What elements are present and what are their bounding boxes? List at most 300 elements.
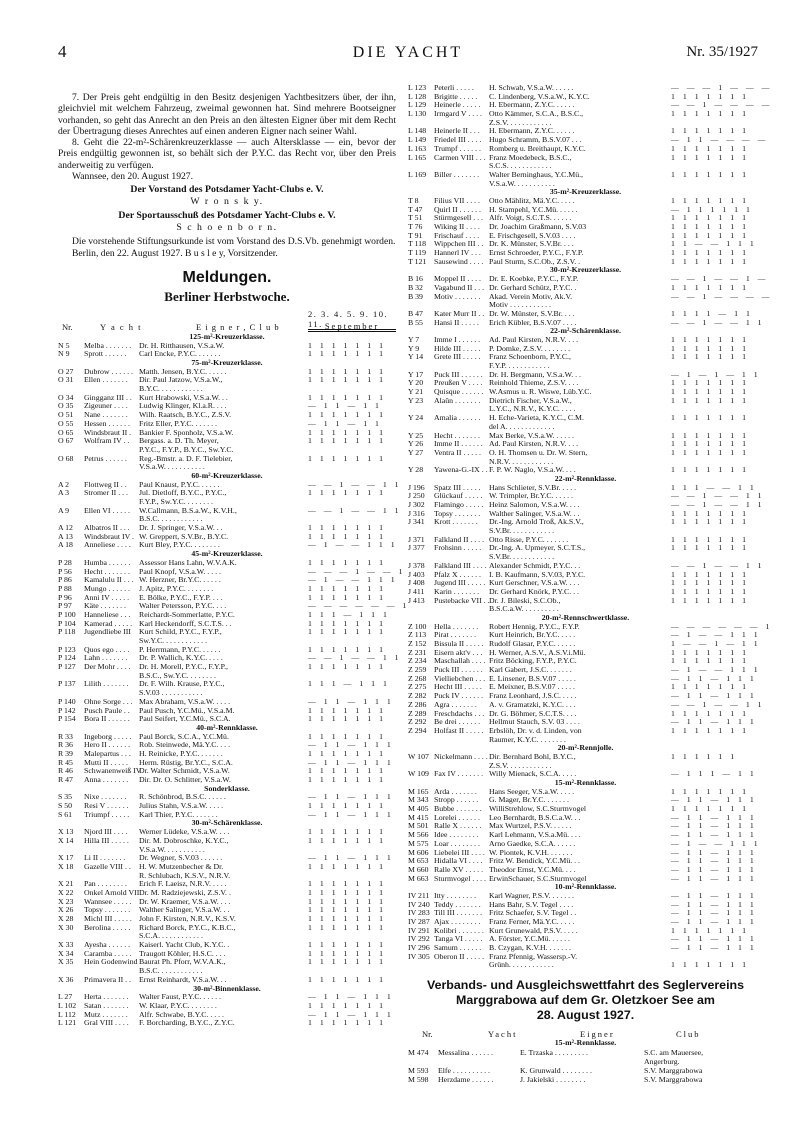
table-row — [408, 961, 763, 970]
table-row — [408, 770, 763, 779]
race-days: 1 1 1 1 1 1 1 — [671, 222, 749, 231]
race-days: — 1 1 — 1 1 1 — [308, 853, 394, 863]
race-days: — 1 1 — 1 1 1 — [308, 809, 394, 819]
yacht-name: Quirl II . . . . . . — [434, 204, 481, 214]
yacht-name: Heinerle II . . . — [434, 126, 480, 136]
sail-number: L 163 — [408, 143, 427, 153]
owner-club: Otto Kämmer, S.C.A., B.S.C., — [489, 109, 584, 119]
owner-club: Dr. P. Wallich, K.Y.C. . . . . — [139, 653, 223, 663]
yacht-name: Sausewind . . . . — [434, 256, 484, 266]
verband-title — [408, 978, 763, 1023]
race-days: 1 1 1 1 1 1 1 — [308, 375, 386, 385]
owner-club: Fritz Eller, P.Y.C. . . . . . . — [139, 418, 217, 428]
yacht-name: Agra . . . . . . . — [434, 699, 477, 709]
owner-club: Dr. F. Wilh. Krause, P.Y.C., — [139, 679, 225, 689]
sail-number: J 302 — [408, 500, 425, 509]
owner-club: Paul Borck, S.C.A., Y.C.Mü. — [139, 731, 229, 741]
paragraph-7: 7. Der Preis geht endgültig in den Besitz desjenigen Yachtbesitzers über, der ihn, gleichviel mit welchem Fahrzeug, zweimal gewonnen hat. Sind mehrere Bootseigner vorhanden, so geht das Anrecht an den Preis an den ältesten Eigner über mit dem Recht der Übertragung dieses Anrechtes auf einen anderen Eigner nach seiner Wahl. — [58, 92, 396, 137]
owner-club: F.Y.P. . . . . . . . . . . . — [489, 361, 550, 370]
race-days: 1 1 1 1 1 1 1 — [308, 714, 386, 724]
table-row — [408, 449, 763, 458]
sail-number: Y 14 — [408, 352, 424, 362]
yacht-name: Hella . . . . . . . — [434, 621, 479, 631]
owner-club: Max Berke, V.S.a.W. . . . . . — [489, 430, 574, 440]
owner-club: Hans Schlieter, S.V.Br. . . . . — [489, 482, 577, 492]
club-name: Angerburg. — [644, 1056, 680, 1066]
header-yacht: Y a c h t — [100, 321, 142, 332]
yacht-name: Hecht . . . . . . . — [434, 430, 480, 440]
race-days: 1 1 1 1 1 1 1 — [308, 1018, 386, 1028]
race-days: 1 1 — — 1 1 1 — [671, 239, 757, 249]
sail-number: X 34 — [58, 948, 74, 958]
sail-number: X 18 — [58, 861, 74, 871]
sail-number: Z 286 — [408, 699, 427, 709]
owner-club: Werner Lüdeke, V.S.a.W. . . . — [139, 827, 230, 837]
sail-number: M 660 — [408, 864, 429, 874]
race-days: — 1 1 — 1 1 1 — [671, 917, 757, 926]
owner-club: Walter Faust, P.Y.C. . . . . . — [139, 992, 221, 1002]
sail-number: R 39 — [58, 748, 73, 758]
owner-club: S.V.03 . . . . . . . . . . . — [139, 688, 203, 698]
race-days: — — 1 — — — — — [671, 100, 773, 110]
sail-number: J 341 — [408, 517, 425, 527]
yacht-name: Falkland III . . . . — [434, 560, 487, 570]
yacht-name: Mutti II . . . . . — [84, 757, 128, 767]
race-days: 1 1 1 1 1 1 1 — [308, 453, 386, 463]
owner-club: S.V.Br. . . . . . . . . . . . — [489, 526, 555, 536]
table-row — [408, 291, 773, 302]
sail-number: A 9 — [58, 505, 70, 515]
yacht-name: Amalia . . . . . . — [434, 413, 481, 423]
owner-club: Franz Ferner, Mä.Y.C. . . . . — [489, 917, 575, 926]
sail-number: Z 259 — [408, 665, 427, 675]
owner-club: Assessor Hans Lahn, W.V.A.K. — [139, 557, 237, 567]
race-days: 1 1 1 1 1 1 1 — [671, 91, 749, 101]
race-days: — — 1 — — 1 1 — [671, 500, 765, 509]
sail-number: M 566 — [408, 830, 429, 840]
sail-number: T 91 — [408, 230, 423, 240]
race-days: 1 1 1 1 1 1 1 — [308, 523, 386, 533]
sail-number: R 47 — [58, 775, 73, 785]
yacht-name: Krott . . . . . . . — [434, 517, 478, 527]
race-days: 1 1 1 1 1 1 — [671, 751, 738, 761]
sail-number: P 28 — [58, 557, 72, 567]
sail-number: IV 287 — [408, 917, 430, 926]
class-heading: 15-m²-Rennklasse. — [554, 1038, 617, 1048]
owner-club: Max Abraham, V.S.a.W. . . . . — [139, 696, 231, 706]
sail-number: P 118 — [58, 627, 76, 637]
race-days: 1 1 1 1 1 1 1 — [308, 957, 386, 967]
yacht-name: Vielliebchen . . . — [434, 673, 486, 683]
sail-number: R 45 — [58, 757, 73, 767]
yacht-name: Loar . . . . . . . . — [434, 838, 480, 848]
sail-number: IV 240 — [408, 899, 430, 909]
owner-club: Alfr. Voigt, S.C.T.S. . . . . . — [489, 213, 572, 223]
race-days: 1 1 1 1 1 1 1 — [308, 801, 386, 811]
owner-club: Z.S.V. . . . . . . . . . . . — [489, 760, 552, 770]
sail-number: Z 268 — [408, 673, 427, 683]
yacht-name: Petrus . . . . . . — [84, 453, 127, 463]
owner-club: Rob. Steinwede, Mä.Y.C. . . . — [139, 740, 231, 750]
table-row — [408, 605, 763, 614]
owner-club: Kurt Heinrich, Br.Y.C. . . . . — [489, 630, 576, 640]
sail-number: N 5 — [58, 340, 70, 350]
sail-number: J 413 — [408, 595, 425, 605]
owner-club: W. Trimpler, Br.Y.C. . . . . . — [489, 491, 573, 501]
table-row — [408, 753, 763, 762]
sail-number: M 575 — [408, 838, 429, 848]
header-yacht: Yacht — [488, 1029, 518, 1040]
yacht-name: Hilla III . . . . . — [84, 835, 129, 845]
race-days: — — 1 — — 1 — — [671, 274, 769, 284]
table-row — [408, 171, 763, 180]
owner-club: Paul Pusch, Y.C.Mü., V.S.a.M. — [139, 705, 235, 715]
race-days: 1 1 1 1 1 1 1 — [308, 896, 386, 906]
race-days: 1 1 1 1 1 1 1 — [671, 334, 749, 344]
yacht-name: Ellen . . . . . . . — [84, 375, 128, 385]
yacht-name: Eisern akt'v . . . — [434, 647, 483, 657]
race-days: 1 1 1 1 1 1 1 — [671, 387, 749, 397]
race-days: — 1 1 — 1 1 1 — [671, 717, 757, 727]
owner-club: P.Y.C., F.Y.P., B.Y.C., Sw.Y.C. — [139, 444, 234, 454]
yacht-name: Pirat . . . . . . . — [434, 630, 477, 640]
verband-title-line: Marggrabowa auf dem Gr. Oletzkoer See am — [456, 993, 715, 1008]
entries-table-left — [58, 331, 410, 1028]
journal-title: DIE YACHT — [352, 44, 464, 61]
table-row — [408, 1066, 763, 1075]
owner-club: Leo Bernhardt, B.S.C.a.W. . . — [489, 812, 581, 822]
owner-club: E. Linsener, B.S.V.07 . . . . . — [489, 673, 576, 683]
sail-number: Y 28 — [408, 465, 424, 475]
class-heading: 35-m²-Kreuzerklasse. — [549, 187, 622, 197]
sail-number: T 76 — [408, 222, 423, 231]
yacht-name: Schwanenweiß IV — [84, 766, 142, 776]
sail-number: O 31 — [58, 375, 74, 385]
owner-club: Franz Schoenborn, P.Y.C., — [489, 352, 571, 362]
sail-number: J 378 — [408, 560, 425, 570]
verband-title-line: 28. August 1927. — [536, 1008, 635, 1023]
owner-club: Walther Salinger, V.S.a.W. . . — [489, 508, 580, 518]
yacht-name: Kamalulu II . . . — [84, 575, 134, 585]
owner-club: Karl Thier, P.Y.C. . . . . . . — [139, 809, 218, 819]
yacht-name: Topsy . . . . . . . — [434, 508, 481, 518]
owner-club: Walter Berninghaus, Y.C.Mü., — [489, 169, 584, 179]
race-days: — — 1 — — 1 1 — [671, 560, 765, 570]
race-days: 1 1 1 1 1 1 1 — [671, 595, 749, 605]
yacht-name: Bissula II . . . . . — [434, 639, 484, 648]
sail-number: P 104 — [58, 618, 76, 628]
table-row — [408, 1048, 763, 1057]
owner-club: H. Eche-Varieta, K.Y.C., C.M. — [489, 413, 584, 423]
table-row — [58, 776, 396, 785]
yacht-name: Tanga VI . . . . . — [434, 934, 483, 944]
yacht-name: Hecht . . . . . . . — [84, 566, 130, 576]
race-days: 1 1 1 1 1 1 1 — [671, 960, 749, 970]
sail-number: Y 23 — [408, 395, 424, 405]
table-row — [58, 663, 396, 672]
class-heading: 20-m²-Rennjolle. — [557, 743, 614, 753]
table-row — [408, 544, 763, 553]
owner-club: E. Bölke, P.Y.C., F.Y.P. . . . — [139, 592, 223, 602]
race-days: 1 1 1 1 1 1 1 — [671, 534, 749, 544]
class-heading: 20-m²-Rennschwertklasse. — [541, 612, 630, 622]
yacht-name: Vagabund II . . . — [434, 282, 485, 292]
table-row — [58, 489, 396, 498]
owner-club: Dr. E. Koebke, P.Y.C., F.Y.P. — [489, 274, 579, 284]
race-days: 1 1 1 1 1 1 1 — [308, 940, 386, 950]
org-vorstand: Der Vorstand des Potsdamer Yacht-Clubs e. V. — [130, 184, 324, 196]
owner-club: Dr. Joachim Graßmann, S.V.03 — [489, 222, 587, 231]
yacht-name: Friedel III . . . . — [434, 135, 482, 145]
owner-club: V.S.a.W. . . . . . . . . . . — [489, 178, 555, 188]
sail-number: M 165 — [408, 786, 429, 796]
race-days: — 1 — 1 — 1 1 — [671, 369, 761, 379]
owner-club: Reinhold Thieme, Z.S.V. . . . — [489, 378, 579, 388]
yacht-name: Sturmvogel . . . . — [434, 873, 486, 883]
owner-club: Bankier F. Sponholz, V.S.a.W. — [139, 427, 234, 437]
sail-number: S 50 — [58, 801, 73, 811]
race-days: 1 1 1 1 1 1 1 — [671, 413, 749, 423]
owner-club: Ad. Paul Kirsten, N.R.V. . . . — [489, 334, 579, 344]
race-days: — 1 1 1 1 1 1 — [671, 204, 753, 214]
race-days: — 1 1 — 1 1 1 — [671, 890, 757, 900]
race-days: 1 1 1 1 1 1 1 — [308, 349, 386, 359]
race-days: 1 1 1 1 1 1 1 — [671, 439, 749, 449]
race-days: 1 1 1 1 1 1 1 — [671, 682, 749, 692]
owner-club: Kurt Hrabowski, V.S.a.W. . . — [139, 392, 228, 402]
owner-club: Fritz W. Bendick, Y.C.Mü. . . — [489, 856, 580, 866]
sail-number: R 33 — [58, 731, 73, 741]
race-days: 1 1 1 1 1 1 1 — [308, 705, 386, 715]
owner-club: Alexander Schmidt, P.Y.C. . . — [489, 560, 581, 570]
yacht-name: Satan . . . . . . . — [84, 1000, 129, 1010]
race-days: 1 1 1 1 1 1 1 — [671, 256, 749, 266]
owner-club: H. Schwab, V.S.a.W. . . . . . — [489, 83, 574, 92]
paragraph-approval: Die vorstehende Stiftungsurkunde ist vom Vorstand des D.S.Vb. genehmigt worden. — [72, 236, 396, 248]
yacht-name: Flamingo . . . . . — [434, 500, 484, 509]
class-heading: 30-m²-Schärenklasse. — [191, 818, 263, 828]
sail-number: O 35 — [58, 401, 74, 411]
race-days: 1 1 1 1 1 1 1 — [671, 804, 749, 814]
race-days: — 1 1 — 1 1 1 — [671, 908, 757, 918]
yacht-name: Puck IV . . . . . . — [434, 691, 484, 701]
owner-club: Wilh. Raatsch, B.Y.C., Z.S.V. — [139, 410, 232, 420]
sail-number: B 47 — [408, 308, 423, 318]
yacht-name: Irmgard V . . . . — [434, 109, 483, 119]
race-days: — — 1 — — 1 1 — [308, 479, 402, 489]
owner-club: W.Asmus u. R. Wiswe, Lüb.Y.C. — [489, 387, 592, 397]
yacht-name: Jugendliebe III — [84, 627, 131, 637]
owner-club: W.Callmann, B.S.a.W., K.V.H., — [139, 505, 237, 515]
race-days: 1 1 1 1 1 1 1 — [671, 786, 749, 796]
race-days: 1 1 1 — 1 1 1 — [308, 679, 390, 689]
owner-club: H. Stampehl, Y.C.Mü. . . . . . — [489, 204, 578, 214]
owner-club: Fritz Böcking, F.Y.P., P.Y.C. — [489, 656, 577, 666]
owner-club: A. Förster, Y.C.Mü. . . . . . — [489, 934, 570, 944]
owner-club: Dr. H. Bergmann, V.S.a.W. . . — [489, 369, 581, 379]
sail-number: X 28 — [58, 914, 74, 924]
table-row — [408, 518, 763, 527]
race-days: 1 1 1 1 1 1 1 — [308, 488, 386, 498]
yacht-name: Anneliese . . . . — [84, 540, 131, 550]
sail-number: X 26 — [58, 905, 74, 915]
sail-number: Z 100 — [408, 621, 427, 631]
sail-number: X 21 — [58, 879, 74, 889]
owner-club: J. Apitz, P.Y.C. . . . . . . . — [139, 583, 214, 593]
owner-club: Karl Lehmann, V.S.a.Mü. . . . — [489, 830, 581, 840]
owner-club: Hans Bahr, S.V. Tegel . . . . — [489, 899, 574, 909]
yacht-name: Hilde III . . . . . — [434, 343, 481, 353]
yacht-name: Stromer II . . . — [84, 488, 128, 498]
table-row — [408, 414, 763, 423]
owner-club: Raumer, K.Y.C. . . . . . . . — [489, 734, 566, 744]
owner-club: Kurt Gerschner, V.S.a.W. . . . — [489, 578, 580, 588]
owner-club: Dr. Wegner, S.V.03 . . . . . . — [139, 853, 223, 863]
owner-club: Alfr. Schwabe, B.Y.C. . . . . — [139, 1009, 224, 1019]
race-days: — — 1 — — — — — [671, 291, 773, 301]
race-days: 1 1 1 1 1 1 1 — [308, 392, 386, 402]
race-days: — 1 1 — 1 1 1 — [671, 934, 757, 944]
yacht-name: Idee . . . . . . . . — [434, 830, 479, 840]
owner-club: Traugott Köhler, H.S.C. . . . — [139, 948, 226, 958]
page-number: 4 — [58, 42, 67, 61]
verband-title-line: Verbands- und Ausgleichswettfahrt des Seglervereins — [427, 978, 744, 993]
yacht-name: Ohne Sorge . . . — [84, 696, 133, 706]
race-days: 1 1 1 1 1 1 1 — [308, 644, 386, 654]
owner-club: ErwinSchauer, S.C.Sturmvogel — [489, 873, 587, 883]
race-days: 1 1 1 1 1 1 1 — [671, 656, 749, 666]
owner-club: Carl Encke, P.Y.C. . . . . . . — [139, 349, 221, 359]
sail-number: P 124 — [58, 653, 76, 663]
owner-club: Sw.Y.C. . . . . . . . . . . . — [139, 636, 208, 646]
owner-club: H. Ebermann, Z.Y.C. . . . . . — [489, 126, 575, 136]
sail-number: T 121 — [408, 256, 427, 266]
owner-club: Rudolf Glasar, P.Y.C. . . . . . — [489, 639, 576, 648]
sail-number: J 371 — [408, 534, 425, 544]
sail-number: Y 7 — [408, 334, 420, 344]
sail-number: IV 283 — [408, 908, 430, 918]
owner-club: N.R.V. . . . . . . . . . . . — [489, 456, 554, 466]
owner-club: Dr.-Ing. A. Upmeyer, S.C.T.S., — [489, 543, 586, 553]
owner-club: Romberg u. Breithaupt, K.Y.C. — [489, 143, 586, 153]
yacht-name: Onkel Arnold VII — [84, 887, 140, 897]
owner-club: Dr. M. Radziejewski, Z.S.V. . — [139, 887, 231, 897]
race-days: — — 1 — — 1 1 — [308, 505, 402, 515]
race-days: — 1 1 1 — 1 1 — [671, 769, 757, 779]
date-berlin: Berlin, den 22. August 1927. B u s l e y, Vorsitzender. — [72, 247, 278, 259]
owner-club: B.S.C. . . . . . . . . . . . — [139, 966, 203, 976]
yacht-name: Käte . . . . . . . — [84, 601, 127, 611]
yacht-name: Itty . . . . . . . . — [434, 890, 477, 900]
paragraph-8: 8. Geht die 22-m²-Schärenkreuzerklasse — auch Altersklasse — ein, bevor der Preis endgültig gewonnen ist, so behält sich der P.Y.C. das Recht vor, über den Preis anderweitig zu verfügen. — [58, 137, 396, 171]
yacht-name: Gazelle VIII . . — [84, 861, 131, 871]
race-days: 1 1 1 1 1 1 1 — [308, 748, 386, 758]
header-days: 2. 3. 4. 5. 9. 10. 11. — [308, 309, 396, 330]
yacht-name: Peterli . . . . . — [434, 83, 474, 92]
owner-club: Richard Borck, P.Y.C., K.B.C., — [139, 922, 236, 932]
race-days: 1 1 1 1 1 1 1 — [308, 340, 386, 350]
race-days: 1 1 1 1 1 1 1 — [671, 126, 749, 136]
owner-club: Grünh. . . . . . . . . . . . — [489, 960, 554, 970]
yacht-name: Heinerle . . . . . — [434, 100, 481, 110]
table-row — [58, 505, 402, 516]
race-days: 1 1 1 1 1 1 1 — [308, 583, 386, 593]
yacht-name: Ralle XV . . . . . — [434, 864, 484, 874]
yacht-name: Carmen VIII . . . — [434, 152, 486, 162]
table-row — [58, 837, 396, 846]
sail-number: M 653 — [408, 856, 429, 866]
sail-number: Z 113 — [408, 630, 427, 640]
sail-number: M 343 — [408, 795, 429, 805]
signature-wronsky: W r o n s k y. — [190, 196, 264, 208]
class-heading: 125-m²-Kreuzerklasse. — [189, 331, 265, 341]
yacht-name: Hanneliese . . . — [84, 609, 131, 619]
yacht-name: Anni IV . . . . . — [84, 592, 130, 602]
yacht-name: Oberon II . . . . . — [434, 951, 485, 961]
sail-number: L 149 — [408, 135, 427, 145]
sail-number: P 96 — [58, 592, 72, 602]
race-days: 1 — — 1 — 1 1 — [671, 639, 761, 648]
owner-club: Reichardt-Sommerlatte, P.Y.C. — [139, 609, 235, 619]
sail-number: IV 296 — [408, 943, 430, 953]
table-row — [408, 110, 763, 119]
race-days: 1 1 1 1 1 1 1 — [308, 557, 386, 567]
owner-club: H. Ebermann, Z.Y.C. . . . . . — [489, 100, 575, 110]
yacht-name: Hidalla VI . . . . — [434, 856, 483, 866]
owner-club: Dr. Gerhard Schütz, P.Y.C. . — [489, 282, 577, 292]
owner-club: Karl Gabert, J.S.C. . . . . . . — [489, 665, 572, 675]
owner-club: Dr. J. Springer, V.S.a.W. . . — [139, 523, 223, 533]
yacht-name: Albatros II . . . — [84, 523, 130, 533]
owner-club: Julius Stahn, V.S.a.W. . . . . — [139, 801, 224, 811]
yacht-name: Hansi II . . . . . — [434, 317, 479, 327]
race-days: 1 1 1 1 1 1 1 — [671, 282, 749, 292]
sail-number: IV 291 — [408, 925, 430, 935]
club-name: S.V. Marggrabowa — [644, 1065, 703, 1075]
race-days: 1 1 1 1 1 1 1 — [671, 925, 749, 935]
yacht-name: Wippchen III . . — [434, 239, 484, 249]
yacht-name: Ventra II . . . . . — [434, 447, 481, 457]
signature-schoenborn: S c h o e n b o r n. — [176, 222, 278, 234]
race-days: 1 1 1 1 1 1 1 — [308, 974, 386, 984]
race-days: 1 1 1 1 1 1 1 — [671, 395, 749, 405]
race-days: 1 1 1 1 1 1 1 — [671, 725, 749, 735]
owner-club: C. Lindenberg, V.S.a.W., K.Y.C. — [489, 91, 590, 101]
owner-club: Dr. H. Ritthausen, V.S.a.W. — [139, 340, 225, 350]
owner-club: L.Y.C., N.R.V., K.Y.C. . . . . — [489, 404, 576, 414]
yacht-name: Moppel II . . . . — [434, 274, 481, 284]
race-days: — 1 1 — 1 1 1 — [671, 847, 757, 857]
race-days: — 1 1 — 1 1 1 — [671, 673, 757, 683]
page-header — [58, 42, 758, 66]
owner-club: WilliStrehlow, S.C.Sturmvogel — [489, 804, 587, 814]
yacht-name: Herta . . . . . . . — [84, 992, 129, 1002]
table-row — [58, 715, 396, 724]
sail-number: Z 231 — [408, 647, 427, 657]
class-heading: Sonderklasse. — [204, 783, 250, 793]
owner-club: G. Mager, Br.Y.C. . . . . . . — [489, 795, 569, 805]
owner-club: Dir. Dr. O. Schlitter, V.S.a.W. — [139, 775, 231, 785]
owner-club: H. Werner, A.S.V., A.S.V.i.Mü. — [489, 647, 586, 657]
race-days: — 1 1 — 1 1 1 — [671, 943, 757, 953]
sail-number: P 140 — [58, 696, 76, 706]
class-heading: 30-m²-Binnenklasse. — [193, 983, 261, 993]
yacht-name: Herzdame . . . . . . — [438, 1074, 494, 1084]
yacht-name: Kater Murr II . . — [434, 308, 485, 318]
sail-number: T 47 — [408, 204, 423, 214]
org-sportausschuss: Der Sportausschuß des Potsdamer Yacht-Clubs e. V. — [118, 210, 336, 222]
owner-club: F.Y.P., Sw.Y.C. . . . . . . . — [139, 497, 213, 507]
